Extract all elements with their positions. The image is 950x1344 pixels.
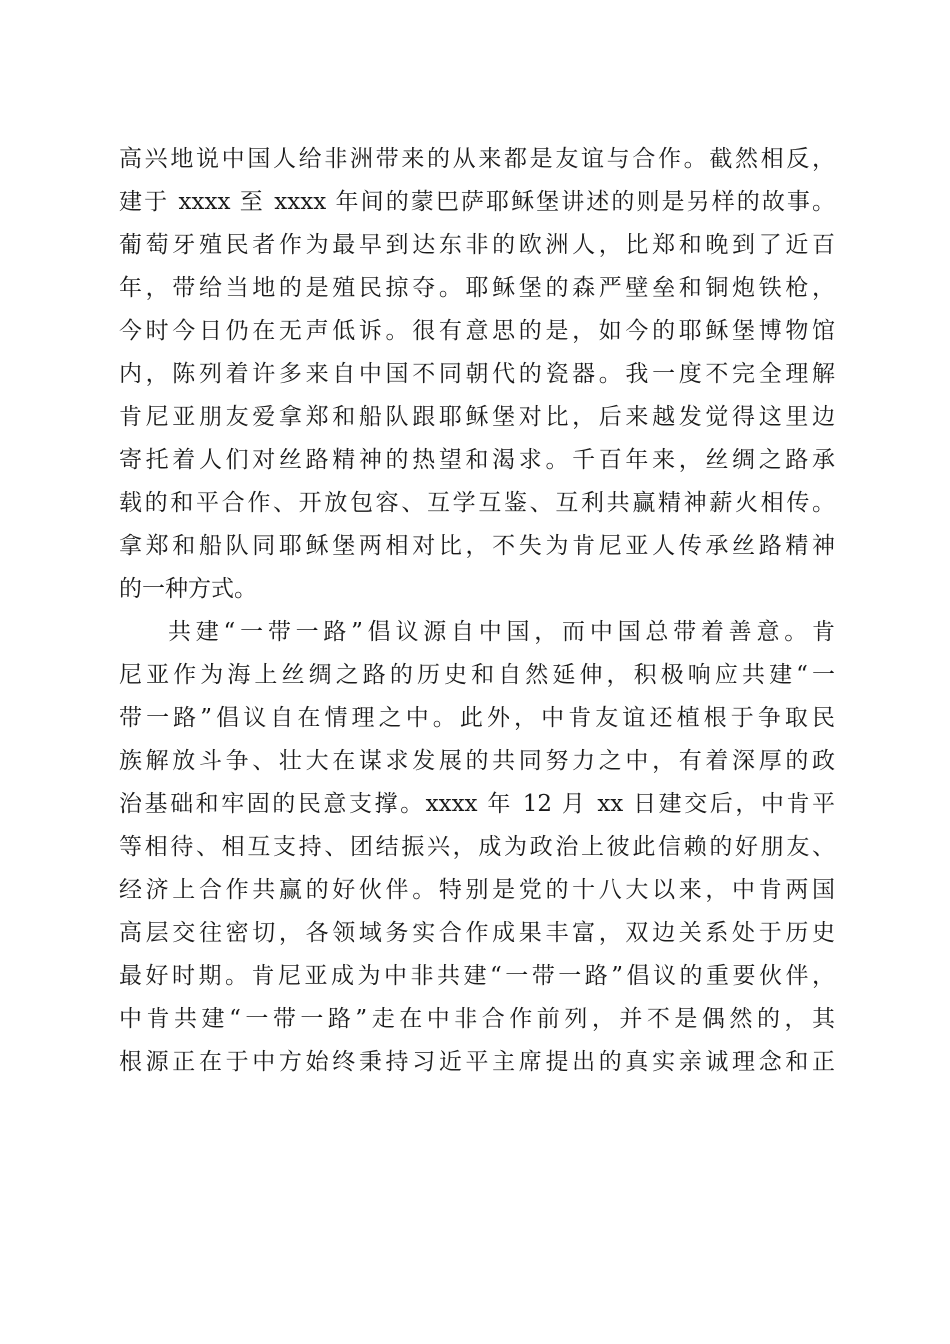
paragraph-1-line-8: 寄托着人们对丝路精神的热望和渴求。千百年来，丝绸之路承 <box>119 447 835 473</box>
paragraph-1-line-10: 拿郑和船队同耶稣堡两相对比，不失为肯尼亚人传承丝路精神 <box>119 533 835 559</box>
paragraph-2-line-10: 中肯共建“一带一路”走在中非合作前列，并不是偶然的，其 <box>119 1006 835 1032</box>
paragraph-2-line-8: 高层交往密切，各领域务实合作成果丰富，双边关系处于历史 <box>119 920 835 946</box>
paragraph-2-line-11: 根源正在于中方始终秉持习近平主席提出的真实亲诚理念和正 <box>119 1049 835 1075</box>
paragraph-1-line-1: 高兴地说中国人给非洲带来的从来都是友谊与合作。截然相反， <box>119 146 835 172</box>
paragraph-2-line-3: 带一路”倡议自在情理之中。此外，中肯友谊还植根于争取民 <box>119 705 835 731</box>
paragraph-2-line-1: 共建“一带一路”倡议源自中国，而中国总带着善意。肯 <box>168 619 835 645</box>
paragraph-1-line-4: 年，带给当地的是殖民掠夺。耶稣堡的森严壁垒和铜炮铁枪， <box>119 275 835 301</box>
paragraph-2-line-4: 族解放斗争、壮大在谋求发展的共同努力之中，有着深厚的政 <box>119 748 835 774</box>
paragraph-1-line-6: 内，陈列着许多来自中国不同朝代的瓷器。我一度不完全理解 <box>119 361 835 387</box>
paragraph-2-line-2: 尼亚作为海上丝绸之路的历史和自然延伸，积极响应共建“一 <box>119 662 835 688</box>
paragraph-1-line-9: 载的和平合作、开放包容、互学互鉴、互利共赢精神薪火相传。 <box>119 490 835 516</box>
paragraph-2-line-6: 等相待、相互支持、团结振兴，成为政治上彼此信赖的好朋友、 <box>119 834 835 860</box>
paragraph-2-line-9: 最好时期。肯尼亚成为中非共建“一带一路”倡议的重要伙伴， <box>119 963 835 989</box>
paragraph-1-line-11: 的一种方式。 <box>119 576 257 602</box>
paragraph-1-line-7: 肯尼亚朋友爱拿郑和船队跟耶稣堡对比，后来越发觉得这里边 <box>119 404 835 430</box>
paragraph-1-line-5: 今时今日仍在无声低诉。很有意思的是，如今的耶稣堡博物馆 <box>119 318 835 344</box>
paragraph-1-line-2: 建于 xxxx 至 xxxx 年间的蒙巴萨耶稣堡讲述的则是另样的故事。 <box>119 189 835 215</box>
paragraph-2-line-5: 治基础和牢固的民意支撑。xxxx 年 12 月 xx 日建交后，中肯平 <box>119 791 835 817</box>
paragraph-2-line-7: 经济上合作共赢的好伙伴。特别是党的十八大以来，中肯两国 <box>119 877 835 903</box>
paragraph-1-line-3: 葡萄牙殖民者作为最早到达东非的欧洲人，比郑和晚到了近百 <box>119 232 835 258</box>
